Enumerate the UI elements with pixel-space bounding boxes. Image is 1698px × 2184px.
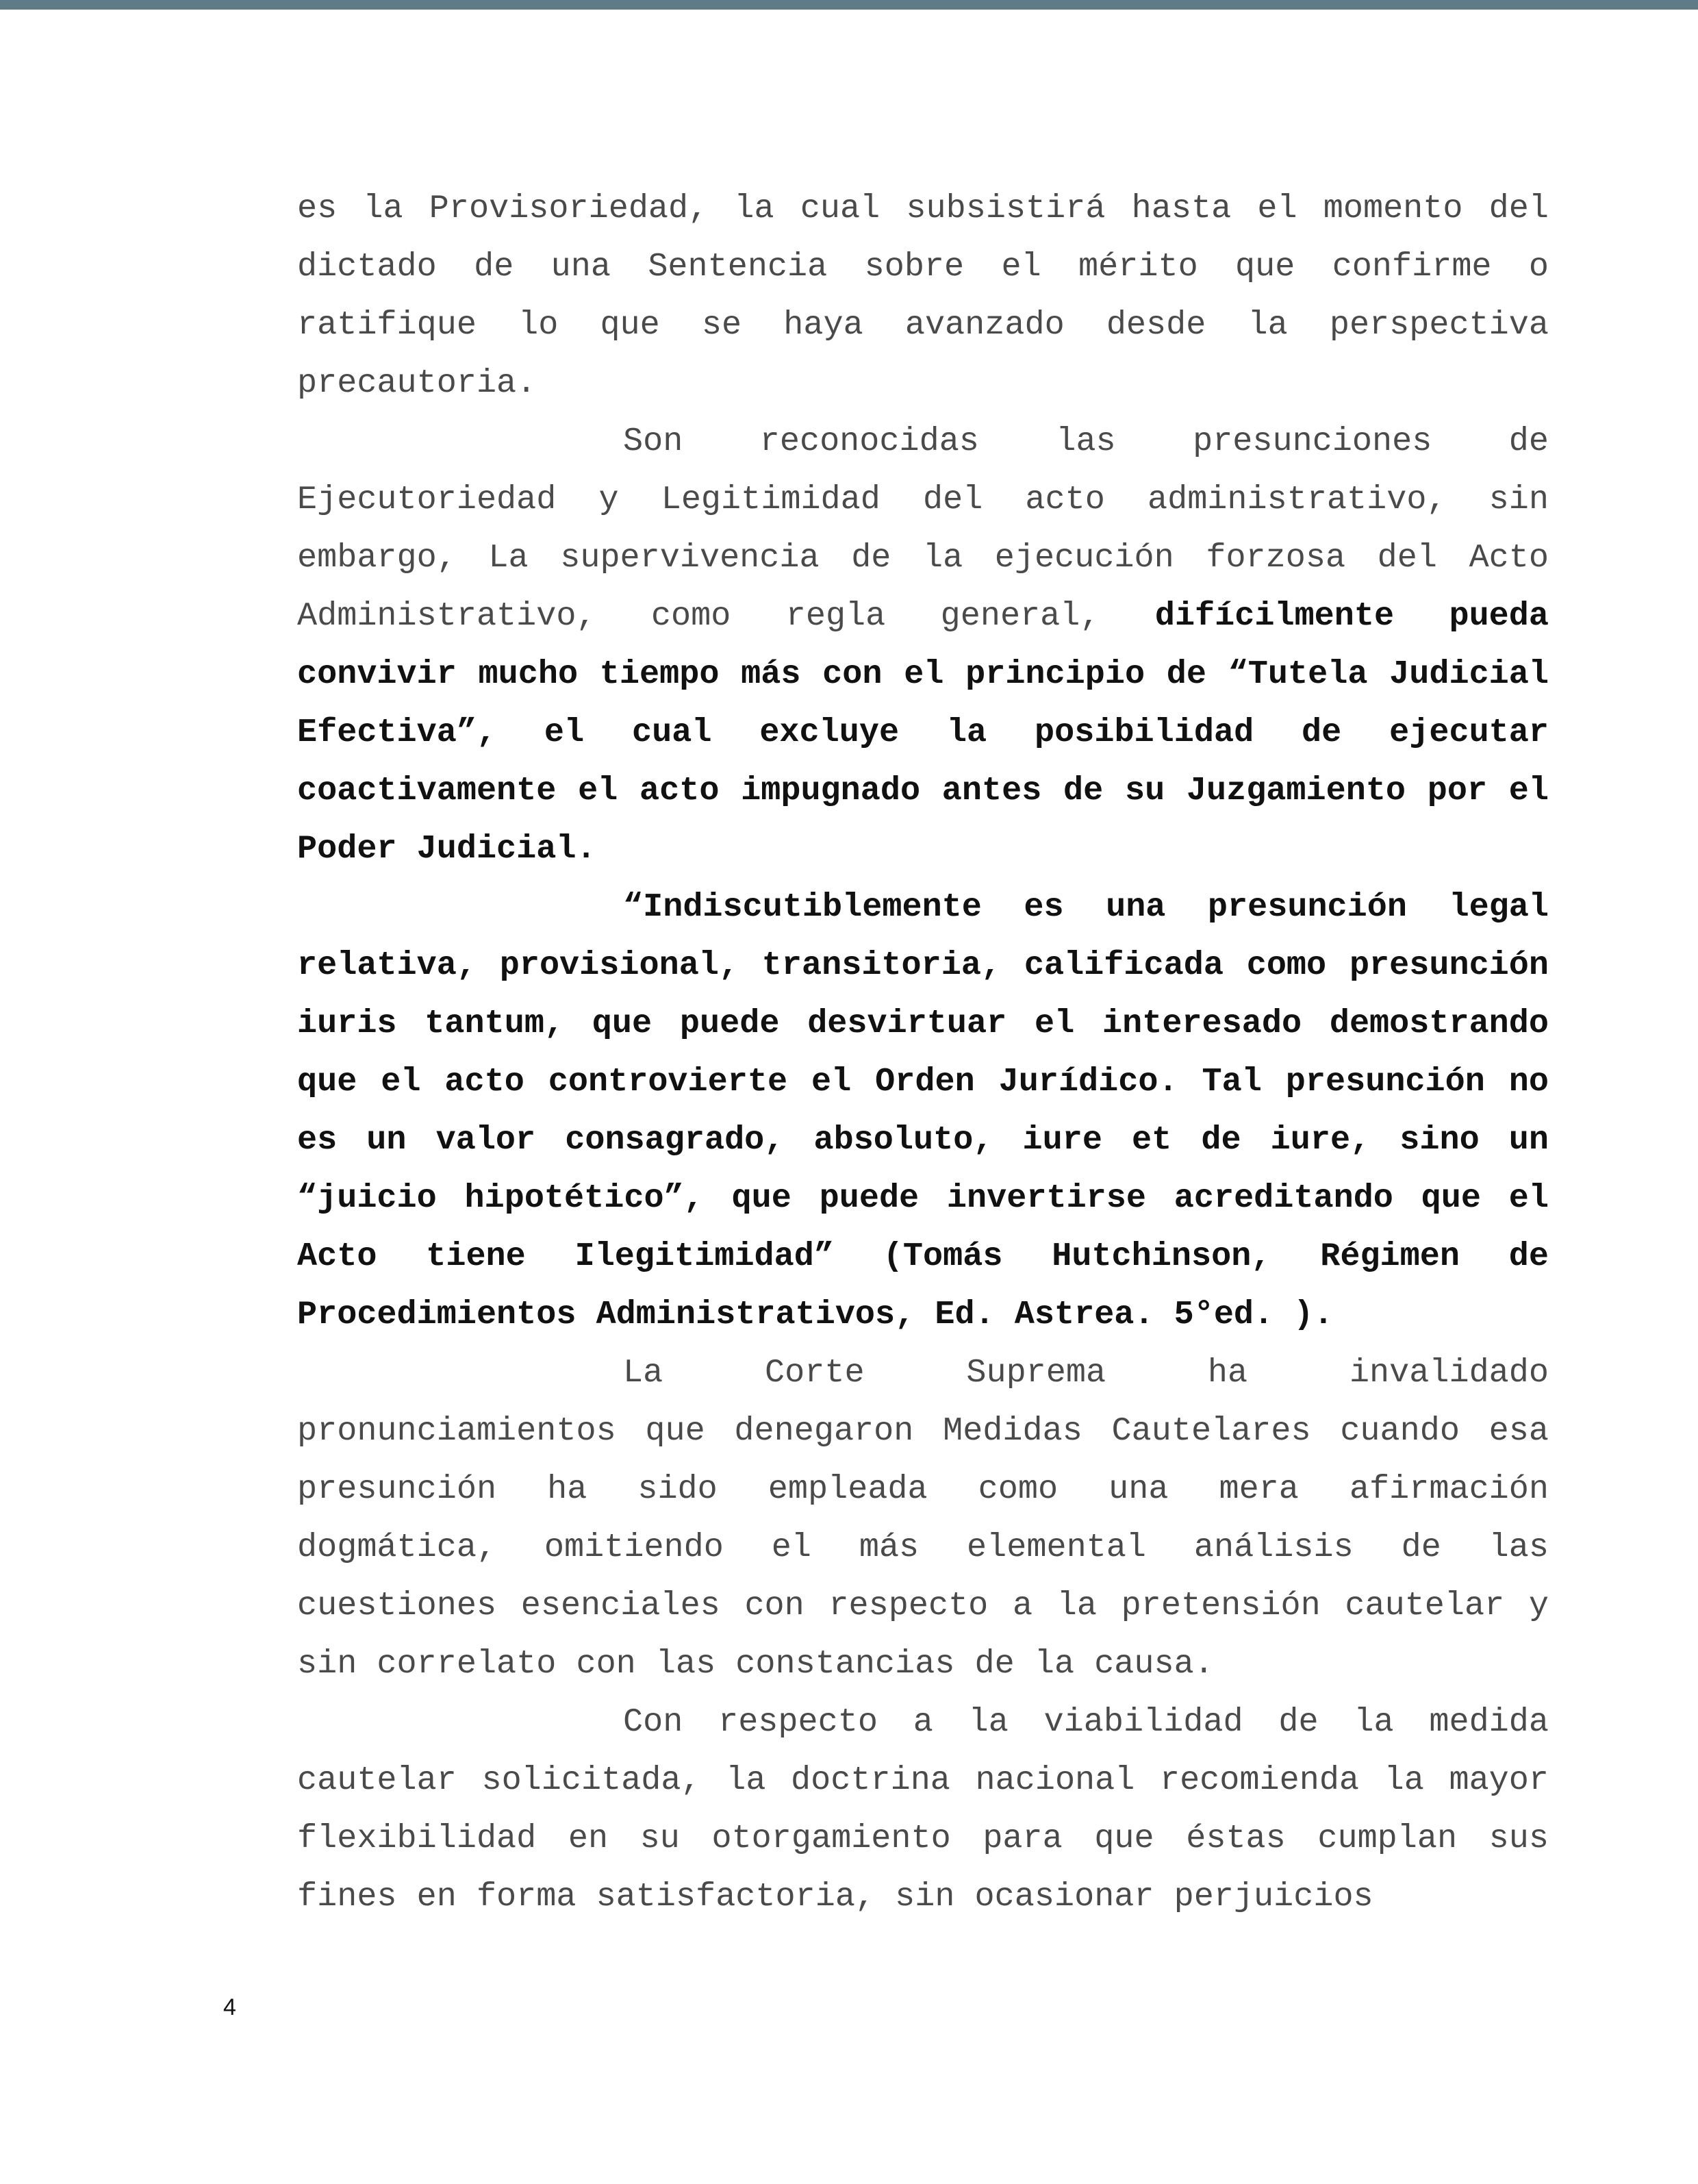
quote-text: “Indiscutiblemente es una presunción legal relativa, provisional, transitoria, calificada como presunción iuris tantum, que puede desvirtuar el interesado demostrando que el acto controvierte el Orden Jurídico. Tal presunción no es un valor consagrado, absoluto, iure et de iure, sino un “juicio hipotético”, que puede invertirse acreditando que el Acto tiene Ilegitimidad” (Tomás Hutchinson, Régimen de Procedimientos Administrativos, Ed. Astrea. 5°ed. ). — [297, 888, 1549, 1333]
paragraph-text: La Corte Suprema ha invalidado pronunciamientos que denegaron Medidas Cautelares cuando esa presunción ha sido empleada como una mera afirmación dogmática, omitiendo el más elemental análisis de las cuestiones esenciales con respecto a la pretensión cautelar y sin correlato con las constancias de la causa. — [297, 1354, 1549, 1683]
page-number: 4 — [223, 1994, 236, 2020]
paragraph-corte-suprema — [297, 1344, 1549, 1693]
paragraph-text: Son reconocidas las presunciones de Ejecutoriedad y Legitimidad del acto administrativo, sin embargo, La supervivencia de la ejecución forzosa del Acto Administrativo, como regla general, — [297, 423, 1549, 635]
paragraph-provisoriedad — [297, 179, 1549, 412]
document-body — [297, 179, 1549, 1926]
paragraph-text: es la Provisoriedad, la cual subsistirá hasta el momento del dictado de una Sentencia sobre el mérito que confirme o ratifique lo que se haya avanzado desde la perspectiva precautoria. — [297, 190, 1549, 402]
paragraph-viabilidad — [297, 1693, 1549, 1926]
paragraph-bold-text: difícilmente pueda convivir mucho tiempo más con el principio de “Tutela Judicial Efectiva”, el cual excluye la posibilidad de ejecutar coactivamente el acto impugnado antes de su Juzgamiento por el Poder Judicial. — [297, 597, 1549, 868]
paragraph-text: Con respecto a la viabilidad de la medida cautelar solicitada, la doctrina nacional recomienda la mayor flexibilidad en su otorgamiento para que éstas cumplan sus fines en forma satisfactoria, sin ocasionar perjuicios — [297, 1703, 1549, 1916]
top-border-bar — [0, 0, 1698, 10]
paragraph-quote-hutchinson — [297, 878, 1549, 1344]
paragraph-presunciones — [297, 412, 1549, 878]
